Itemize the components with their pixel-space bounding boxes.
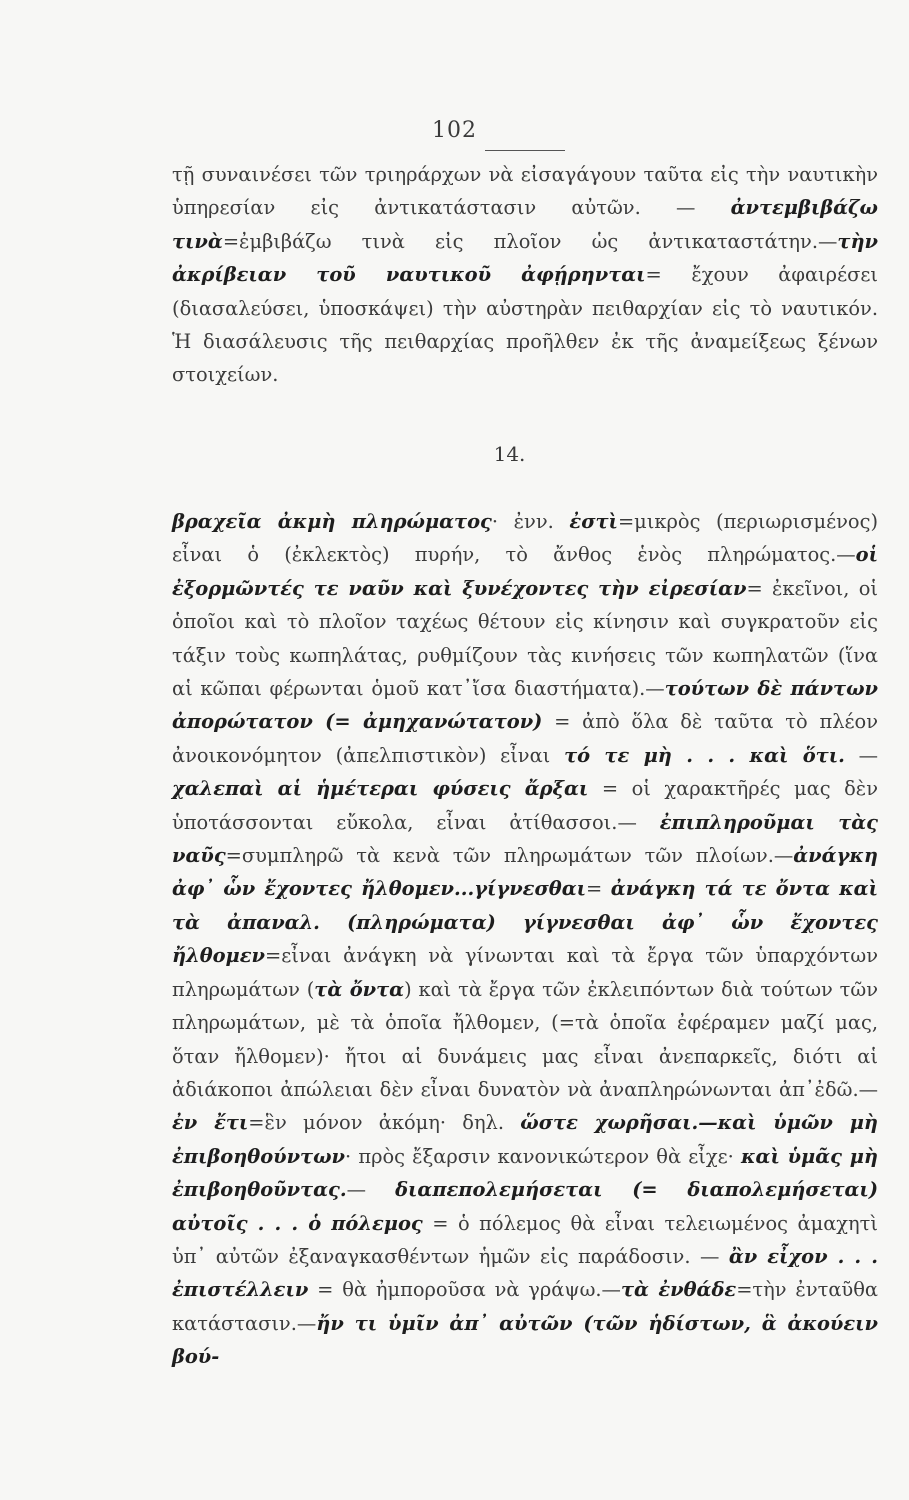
page-number: 102 (432, 118, 477, 143)
lemma-text: καὶ ὑμᾶς μὴ ἐπιβοηθοῦντας. (172, 1144, 878, 1202)
paragraph-commentary-2 (172, 505, 878, 1374)
lemma-text: ἀντεμβιβάζω τινὰ (172, 196, 878, 253)
lemma-text: ἀνάγκη ἀφ᾽ ὧν ἔχοντες ἤλθομεν...γίγνεσθαι (172, 844, 878, 901)
gloss-text: =συμπληρῶ τὰ κενὰ τῶν πληρωμάτων τῶν πλοίων.— (225, 844, 794, 868)
lemma-text: ἐπιπληροῦμαι τὰς ναῦς (172, 810, 878, 868)
gloss-text: = θὰ ἠμποροῦσα νὰ γράψω.— (308, 1278, 621, 1302)
lemma-text: ἤν τι ὑμῖν ἀπ᾽ αὐτῶν (τῶν ἡδίστων, ἃ ἀκούειν βού- (172, 1311, 878, 1369)
lemma-text: χαλεπαὶ αἱ ἡμέτεραι φύσεις ἄρξαι (172, 777, 589, 801)
lemma-text: τό τε μὴ . . . καὶ ὅτι. (564, 743, 845, 767)
lemma-text: διαπεπολεμήσεται (= διαπολεμήσεται) αὐτοῖς . . . ὁ πόλεμος (172, 1178, 878, 1235)
gloss-text: — (844, 743, 878, 767)
lemma-text: ἀνάγκη τά τε ὄντα καὶ τὰ ἀπαναλ. (πληρώματα) γίγνεσθαι ἀφ᾽ ὧν ἔχοντες ἤλθομεν (172, 877, 878, 968)
gloss-text: =εἶναι ἀνάγκη νὰ γίνωνται καὶ τὰ ἔργα τῶν ὑπαρχόντων πληρωμάτων ( (172, 944, 878, 1001)
lemma-text: ἐν ἔτι (172, 1111, 249, 1135)
lemma-text: τὰ ἐνθάδε (620, 1278, 737, 1302)
gloss-text: =ἐμβιβάζω τινὰ εἰς πλοῖον ὡς ἀντικαταστάτην.— (222, 229, 838, 253)
lemma-text: ἂν εἶχον . . . ἐπιστέλλειν (172, 1244, 878, 1302)
lemma-text: τὰ ὄντα (314, 977, 405, 1001)
section-number: 14. (493, 442, 526, 466)
gloss-text: ) καὶ τὰ ἔργα τῶν ἐκλειπόντων διὰ τούτων τῶν πληρωμάτων, μὲ τὰ ὁποῖα ἤλθομεν, (=τὰ ὁποῖα ἐφέραμεν μαζί μας, ὅταν ἤλθομεν)· ἤτοι αἱ δυνάμεις μας εἶναι ἀνεπαρκεῖς, διότι αἱ ἀδιάκοποι ἀπώλειαι δὲν εἶναι δυνατὸν νὰ ἀναπληρώνωνται ἀπ᾽ἐδῶ.— (172, 977, 879, 1101)
lemma-text: ὥστε χωρῆσαι.—καὶ ὑμῶν μὴ ἐπιβοηθούντων (172, 1111, 878, 1168)
lemma-text: οἱ ἐξορμῶντές τε ναῦν καὶ ξυνέχοντες τὴν εἰρεσίαν (172, 543, 878, 600)
gloss-text: = ἀπὸ ὅλα δὲ ταῦτα τὸ πλέον ἀνοικονόμητον (ἀπελπιστικὸν) εἶναι (172, 710, 878, 767)
page-number-rule (485, 150, 565, 151)
gloss-text: · ἐνν. (491, 510, 570, 533)
gloss-text: =μικρὸς (περιωρισμένος) εἶναι ὁ (ἐκλεκτὸς) πυρήν, τὸ ἄνθος ἑνὸς πληρώματος.— (172, 510, 879, 567)
lemma-text: ἐστὶ (569, 510, 618, 533)
gloss-text: · πρὸς ἔξαρσιν κανονικώτερον θὰ εἶχε· (345, 1144, 741, 1168)
gloss-text: = ὁ πόλεμος θὰ εἶναι τελειωμένος ἀμαχητὶ ὑπ᾽ αὐτῶν ἐξαναγκασθέντων ἡμῶν εἰς παράδοσιν. — (172, 1211, 878, 1268)
gloss-text: = οἱ χαρακτῆρές μας δὲν ὑποτάσσονται εὔκολα, εἶναι ἀτίθασσοι.— (172, 777, 879, 834)
gloss-text: =ἓν μόνον ἀκόμη· δηλ. (248, 1111, 521, 1135)
paragraph-commentary-1 (172, 158, 878, 392)
gloss-text: =τὴν ἐνταῦθα κατάστασιν.— (172, 1278, 878, 1335)
gloss-text: τῇ συναινέσει τῶν τριηράρχων νὰ εἰσαγάγουν ταῦτα εἰς τὴν ναυτικὴν ὑπηρεσίαν εἰς ἀντικατάστασιν αὐτῶν. — (172, 163, 878, 220)
lemma-text: τούτων δὲ πάντων ἀπορώτατον (= ἀμηχανώτατον) (172, 677, 878, 734)
lemma-text: βραχεῖα ἀκμὴ πληρώματος (172, 510, 492, 533)
gloss-text: = (586, 877, 611, 901)
gloss-text: — (346, 1178, 396, 1202)
gloss-text: = ἔχουν ἀφαιρέσει (διασαλεύσει, ὑποσκάψει) τὴν αὐστηρὰν πειθαρχίαν εἰς τὸ ναυτικόν. Ἡ διασάλευσις τῆς πειθαρχίας προῆλθεν ἐκ τῆς ἀναμείξεως ξένων στοιχείων. (172, 263, 878, 387)
gloss-text: = ἐκεῖνοι, οἱ ὁποῖοι καὶ τὸ πλοῖον ταχέως θέτουν εἰς κίνησιν καὶ συγκρατοῦν εἰς τάξιν τοὺς κωπηλάτας, ρυθμίζουν τὰς κινήσεις τῶν κωπηλατῶν (ἵνα αἱ κῶπαι φέρωνται ὁμοῦ κατ᾽ἴσα διαστήματα).— (172, 576, 878, 701)
lemma-text: τὴν ἀκρίβειαν τοῦ ναυτικοῦ ἀφῄρηνται (172, 229, 878, 287)
